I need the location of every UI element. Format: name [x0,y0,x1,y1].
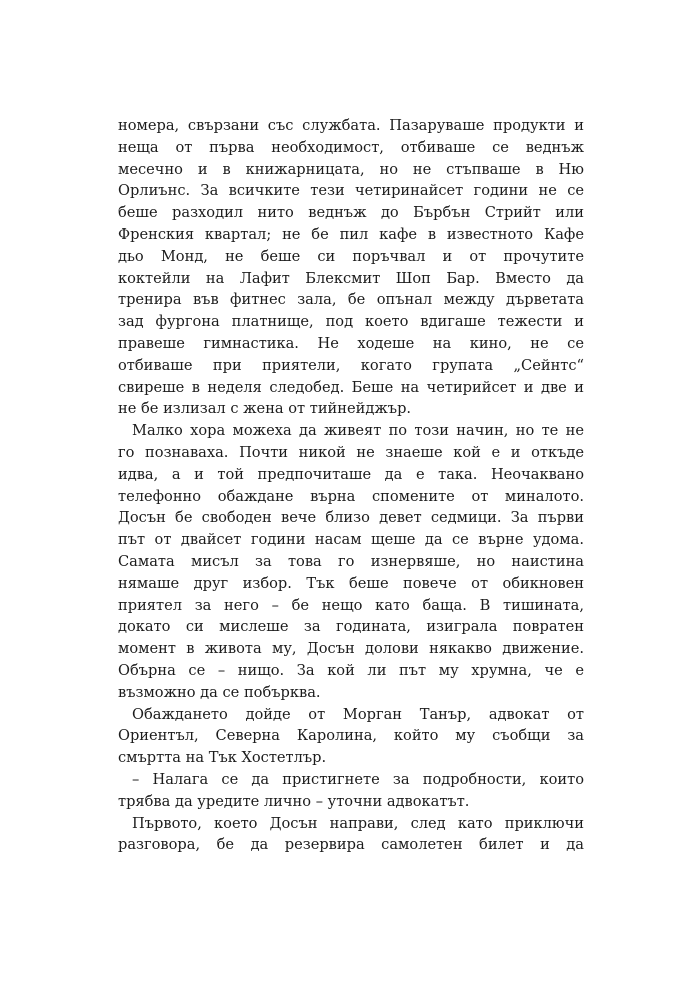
text-line: разговора, бе да резервира самолетен билет и да [118,836,584,854]
text-line: неща от първа необходимост, отбиваше се веднъж [118,138,584,156]
text-line: момент в живота му, Досън долови някакво движение. [118,640,584,658]
text-line: – Налага се да пристигнете за подробности, които [132,770,584,788]
text-line: Малко хора можеха да живеят по този начин, но те не [132,422,584,440]
text-line: телефонно обаждане върна спомените от миналото. [118,487,584,505]
text-line: възможно да се побърква. [118,683,321,701]
text-line: докато си мислеше за годината, изиграла повратен [118,618,584,636]
text-line: дьо Монд, не беше си поръчвал и от прочутите [118,247,584,265]
text-line: трябва да уредите лично – уточни адвокатът. [118,792,470,810]
text-line: беше разходил нито веднъж до Бърбън Стрийт или [118,204,584,222]
text-line: номера, свързани със службата. Пазаруваше продукти и [118,117,584,134]
text-line: не бе излизал с жена от тийнейджър. [118,400,412,418]
text-line: приятел за него – бе нещо като баща. В тишината, [118,596,584,614]
text-line: Орлиънс. За всичките тези четиринайсет години не се [118,182,584,200]
text-line: Обаждането дойде от Морган Танър, адвокат от [132,705,584,723]
text-line: път от двайсет години насам щеше да се върне удома. [118,531,584,549]
paragraph [118,704,584,769]
paragraph [118,115,584,420]
text-line: коктейли на Лафит Блексмит Шоп Бар. Вместо да [118,269,584,287]
text-line: зад фургона платнище, под което вдигаше тежести и [118,313,584,331]
text-line: идва, а и той предпочиташе да е така. Неочаквано [118,465,584,483]
text-line: отбиваше при приятели, когато групата „Сейнтс“ [118,356,584,374]
text-line: Френския квартал; не бе пил кафе в известното Кафе [118,225,584,243]
body-text [118,115,584,856]
text-line: Обърна се – нищо. За кой ли път му хрумна, че е [118,661,584,679]
paragraph [118,420,584,703]
text-line: смъртта на Тък Хостетлър. [118,749,327,767]
paragraph [118,813,584,857]
text-line: го познаваха. Почти никой не знаеше кой е и откъде [118,443,584,461]
text-line: правеше гимнастика. Не ходеше на кино, не се [118,334,584,352]
text-line: месечно и в книжарницата, но не стъпваше в Ню [118,160,584,178]
text-line: Самата мисъл за това го изнервяше, но наистина [118,552,584,570]
text-line: свиреше в неделя следобед. Беше на четирийсет и две и [118,378,584,396]
paragraph [118,769,584,813]
text-line: тренира във фитнес зала, бе опънал между дърветата [118,291,584,309]
text-line: Досън бе свободен вече близо девет седмици. За първи [118,509,584,527]
text-line: нямаше друг избор. Тък беше повече от обикновен [118,574,584,592]
text-line: Първото, което Досън направи, след като приключи [132,814,584,832]
text-line: Ориентъл, Северна Каролина, който му съобщи за [118,727,584,745]
